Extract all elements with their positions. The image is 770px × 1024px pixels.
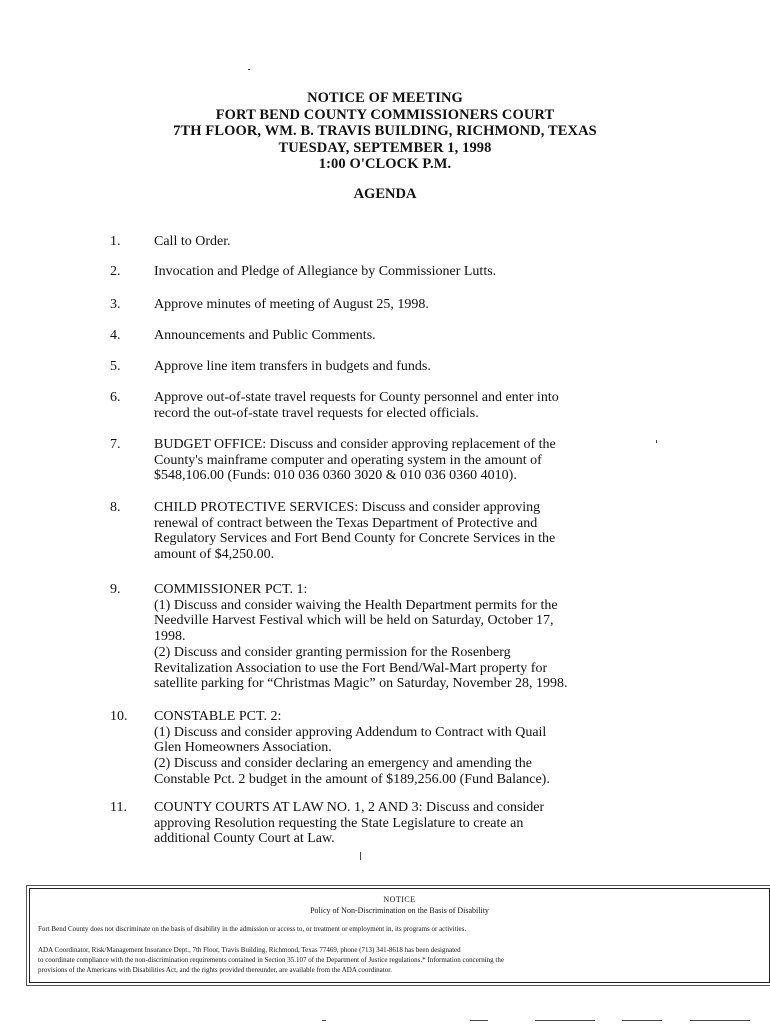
agenda-item-text xyxy=(154,437,644,484)
agenda-item-line: satellite parking for “Christmas Magic” on Saturday, November 28, 1998. xyxy=(154,676,568,692)
notice-paragraph-2 xyxy=(38,945,763,975)
notice-line: provisions of the Americans with Disabilities Act, and the rights provided thereunder, are available from the ADA coordinator. xyxy=(38,966,392,974)
agenda-item-text xyxy=(154,328,644,344)
agenda-item-text xyxy=(154,359,644,375)
agenda-item-text xyxy=(154,390,644,421)
agenda-item-line: (2) Discuss and consider declaring an emergency and amending the xyxy=(154,756,532,772)
agenda-item-line: record the out-of-state travel requests for elected officials. xyxy=(154,405,479,421)
agenda-title: AGENDA xyxy=(353,186,417,202)
scan-speck xyxy=(690,1020,750,1021)
agenda-item-line: BUDGET OFFICE: Discuss and consider approving replacement of the xyxy=(154,437,556,452)
agenda-item-number: 7. xyxy=(110,437,121,452)
scan-speck xyxy=(360,852,361,860)
agenda-item-line: approving Resolution requesting the State Legislature to create an xyxy=(154,815,524,831)
agenda-item-line: (1) Discuss and consider waiving the Health Department permits for the xyxy=(154,597,558,613)
agenda-item-text xyxy=(154,709,644,788)
scan-speck xyxy=(656,440,657,443)
agenda-item-line: (1) Discuss and consider approving Addendum to Contract with Quail xyxy=(154,724,547,740)
scan-speck xyxy=(535,1020,595,1021)
notice-heading: NOTICE OF MEETING xyxy=(307,90,463,106)
agenda-item-number: 2. xyxy=(110,264,121,279)
agenda-item-line: Approve out-of-state travel requests for County personnel and enter into xyxy=(154,390,559,405)
agenda-item-line: renewal of contract between the Texas Department of Protective and xyxy=(154,515,538,531)
agenda-item-line: Invocation and Pledge of Allegiance by Commissioner Lutts. xyxy=(154,264,497,279)
agenda-item-number: 6. xyxy=(110,390,121,405)
scan-speck xyxy=(470,1020,488,1021)
agenda-item-line: Approve line item transfers in budgets and funds. xyxy=(154,359,431,374)
agenda-item-line: Approve minutes of meeting of August 25, 1998. xyxy=(154,297,429,312)
agenda-item-text xyxy=(154,297,644,313)
agenda-item-number: 1. xyxy=(110,234,121,249)
agenda-item-line: additional County Court at Law. xyxy=(154,831,335,847)
notice-line: ADA Coordinator, Risk/Management Insurance Dept., 7th Floor, Travis Building, Richmond, Texas 77469, phone (713) 341-8618 has been designated xyxy=(38,946,461,954)
agenda-item-line: Regulatory Services and Fort Bend County for Concrete Services in the xyxy=(154,531,556,547)
ada-notice-box xyxy=(29,888,770,983)
meeting-date: TUESDAY, SEPTEMBER 1, 1998 xyxy=(278,139,492,156)
agenda-item-line: Announcements and Public Comments. xyxy=(154,328,376,343)
agenda-item-line: Needville Harvest Festival which will be held on Saturday, October 17, xyxy=(154,613,554,629)
agenda-item-number: 11. xyxy=(110,800,127,815)
agenda-item-text xyxy=(154,234,644,250)
scan-speck xyxy=(248,69,250,70)
notice-title: NOTICE xyxy=(383,895,416,904)
scan-speck xyxy=(322,1020,326,1021)
agenda-item-line: Call to Order. xyxy=(154,234,231,249)
agenda-item-text xyxy=(154,800,644,847)
scan-speck xyxy=(622,1020,662,1021)
court-name: FORT BEND COUNTY COMMISSIONERS COURT xyxy=(215,106,555,123)
agenda-item-line: Constable Pct. 2 budget in the amount of $189,256.00 (Fund Balance). xyxy=(154,771,550,787)
meeting-location: 7TH FLOOR, WM. B. TRAVIS BUILDING, RICHMOND, TEXAS xyxy=(173,123,597,139)
notice-line: to coordinate compliance with the non-discrimination requirements contained in Section 35.107 of the Department of Justice regulations.* Information concerning the xyxy=(38,956,504,964)
agenda-item-line: Glen Homeowners Association. xyxy=(154,740,332,756)
agenda-item-line: amount of $4,250.00. xyxy=(154,547,275,563)
agenda-item-line: CHILD PROTECTIVE SERVICES: Discuss and consider approving xyxy=(154,500,541,515)
agenda-item-line: $548,106.00 (Funds: 010 036 0360 3020 & 010 036 0360 4010). xyxy=(154,468,517,484)
agenda-item-line: CONSTABLE PCT. 2: xyxy=(154,709,282,724)
meeting-time: 1:00 O'CLOCK P.M. xyxy=(318,156,452,172)
agenda-item-line: COUNTY COURTS AT LAW NO. 1, 2 AND 3: Discuss and consider xyxy=(154,800,545,815)
meeting-header xyxy=(0,90,770,173)
agenda-item-number: 5. xyxy=(110,359,121,374)
agenda-item-number: 8. xyxy=(110,500,121,515)
agenda-item-line: Revitalization Association to use the Fort Bend/Wal-Mart property for xyxy=(154,660,548,676)
agenda-item-text xyxy=(154,264,644,280)
notice-policy: Policy of Non-Discrimination on the Basis of Disability xyxy=(310,906,489,915)
agenda-item-number: 10. xyxy=(110,709,128,724)
agenda-item-line: (2) Discuss and consider granting permission for the Rosenberg xyxy=(154,644,511,660)
agenda-item-number: 3. xyxy=(110,297,121,312)
agenda-item-line: County's mainframe computer and operating system in the amount of xyxy=(154,452,542,468)
agenda-item-text xyxy=(154,500,644,563)
agenda-item-number: 9. xyxy=(110,582,121,597)
agenda-item-line: COMMISSIONER PCT. 1: xyxy=(154,582,308,597)
agenda-item-line: 1998. xyxy=(154,629,186,645)
notice-paragraph-1: Fort Bend County does not discriminate on the basis of disability in the admission or access to, or treatment or employment in, its programs or activities. xyxy=(38,925,467,933)
agenda-item-text xyxy=(154,582,644,692)
agenda-item-number: 4. xyxy=(110,328,121,343)
